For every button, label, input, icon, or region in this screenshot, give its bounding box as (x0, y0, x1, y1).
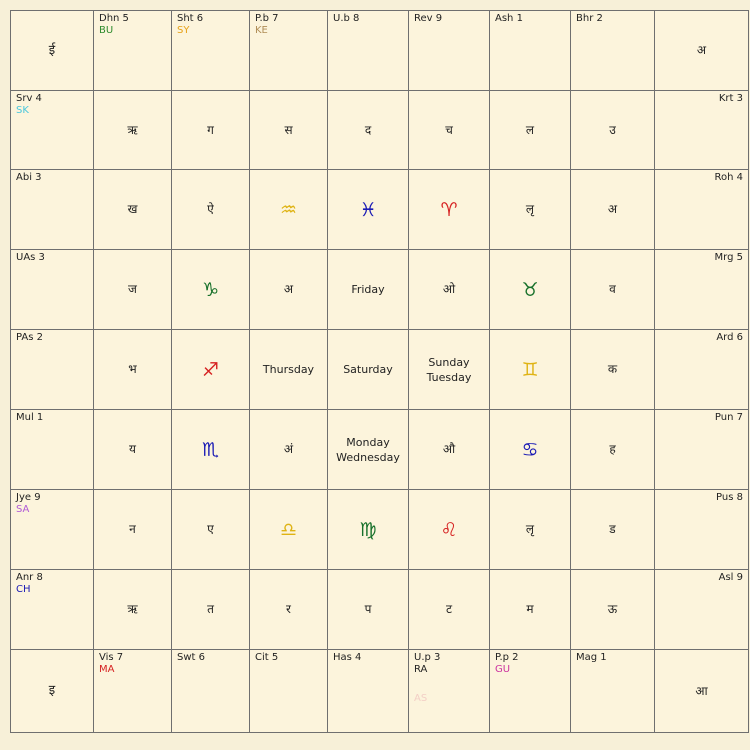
grid-cell[interactable] (328, 490, 409, 570)
table-row (11, 570, 749, 650)
cell-corner-sublabel: SY (177, 25, 190, 36)
grid-cell[interactable] (94, 170, 172, 250)
grid-cell[interactable] (250, 250, 328, 330)
cell-content: आ (695, 683, 708, 698)
grid-cell[interactable] (409, 170, 490, 250)
grid-cell[interactable] (94, 330, 172, 410)
cell-content: ♎ (279, 518, 298, 541)
grid-cell[interactable] (328, 410, 409, 490)
cell-corner-label: UAs 3 (16, 252, 45, 263)
grid-cell[interactable] (11, 250, 94, 330)
grid-cell[interactable] (250, 330, 328, 410)
grid-cell[interactable] (571, 650, 655, 733)
cell-content: अ (283, 282, 294, 296)
grid-cell[interactable] (571, 570, 655, 650)
cell-content: ♌ (440, 518, 458, 541)
cell-content: व (609, 282, 616, 296)
cell-corner-label: P.b 7 KE (255, 13, 279, 36)
grid-cell[interactable] (328, 11, 409, 91)
grid-cell[interactable] (409, 250, 490, 330)
cell-corner-label: Dhn 5 BU (99, 13, 129, 36)
cell-content: ♐ (201, 358, 220, 381)
cell-content: Sunday Tuesday (426, 355, 472, 384)
cell-content: य (129, 442, 136, 456)
cell-corner-label: Vis 7 MA (99, 652, 124, 675)
cell-content: अ (696, 43, 707, 57)
cell-corner-label: Has 4 (333, 652, 362, 663)
cell-corner-sublabel: BU (99, 25, 114, 36)
cell-corner-sublabel: MA (99, 664, 115, 675)
cell-content: ऐ (207, 202, 214, 216)
cell-content: क (607, 362, 618, 376)
cell-content: ए (207, 522, 214, 536)
cell-content: ♉ (521, 278, 539, 301)
table-row (11, 11, 749, 91)
grid-cell[interactable] (409, 490, 490, 570)
grid-cell[interactable] (490, 410, 571, 490)
cell-content: ट (445, 602, 453, 616)
cell-content: अ (607, 202, 618, 216)
grid-cell[interactable] (490, 250, 571, 330)
grid-cell[interactable] (172, 11, 250, 91)
grid-cell[interactable] (328, 330, 409, 410)
cell-content: ♓ (359, 198, 377, 221)
grid-cell[interactable] (94, 250, 172, 330)
cell-content: द (364, 122, 372, 137)
grid-cell[interactable] (172, 250, 250, 330)
cell-corner-label: Mrg 5 (714, 252, 743, 263)
grid-cell[interactable] (11, 650, 94, 733)
grid-cell[interactable] (94, 570, 172, 650)
grid-cell[interactable] (655, 91, 749, 170)
cell-content: Monday Wednesday (336, 435, 400, 464)
cell-content: ♈ (440, 198, 458, 221)
cell-corner-sublabel-2: AS (414, 693, 428, 704)
cell-corner-sublabel: CH (16, 584, 31, 595)
grid-cell[interactable] (328, 250, 409, 330)
cell-corner-label: Cit 5 (255, 652, 279, 663)
grid-cell[interactable] (250, 11, 328, 91)
grid-cell[interactable] (490, 11, 571, 91)
grid-cell[interactable] (11, 11, 94, 91)
grid-cell[interactable] (409, 410, 490, 490)
grid-cell[interactable] (250, 410, 328, 490)
cell-content: ओ (442, 282, 456, 296)
grid-cell[interactable] (328, 570, 409, 650)
grid-cell[interactable] (490, 91, 571, 170)
cell-corner-sublabel: RA (414, 664, 428, 675)
grid-cell[interactable] (11, 170, 94, 250)
cell-corner-label: Pun 7 (714, 412, 743, 423)
cell-content: च (445, 122, 453, 137)
cell-content: स (284, 122, 293, 137)
table-row (11, 170, 749, 250)
cell-corner-sublabel: KE (255, 25, 268, 36)
grid-cell[interactable] (490, 170, 571, 250)
grid-cell[interactable] (571, 170, 655, 250)
grid-cell[interactable] (172, 170, 250, 250)
cell-corner-label: Roh 4 (714, 172, 743, 183)
cell-corner-label: Ash 1 (495, 13, 523, 24)
cell-corner-sublabel: SK (16, 105, 29, 116)
cell-corner-label: Abi 3 (16, 172, 42, 183)
cell-corner-label: Mag 1 (576, 652, 607, 663)
cell-content: Friday (351, 282, 385, 296)
grid-cell[interactable] (94, 650, 172, 733)
cell-content: प (364, 602, 372, 616)
grid-cell[interactable] (571, 410, 655, 490)
cell-corner-label: Krt 3 (718, 93, 743, 104)
grid-cell[interactable] (172, 650, 250, 733)
grid-cell[interactable] (571, 490, 655, 570)
grid-cell[interactable] (11, 410, 94, 490)
grid-cell[interactable] (655, 570, 749, 650)
cell-corner-label: Anr 8 CH (16, 572, 43, 595)
cell-corner-label: Bhr 2 (576, 13, 603, 24)
grid-cell[interactable] (11, 490, 94, 570)
cell-content: उ (609, 122, 616, 137)
grid-cell[interactable] (490, 490, 571, 570)
table-row (11, 650, 749, 733)
chart-table-body (11, 11, 749, 733)
cell-content: ऋ (127, 602, 138, 616)
cell-corner-label: Jye 9 SA (16, 492, 41, 515)
grid-cell[interactable] (409, 91, 490, 170)
cell-corner-label: Srv 4 SK (16, 93, 42, 116)
cell-content: ♑ (201, 278, 220, 301)
grid-cell[interactable] (490, 650, 571, 733)
grid-cell[interactable] (571, 11, 655, 91)
cell-corner-label: Pus 8 (716, 492, 743, 503)
cell-content: अं (283, 442, 294, 456)
table-row (11, 250, 749, 330)
grid-cell[interactable] (655, 650, 749, 733)
cell-corner-sublabel: SA (16, 504, 30, 515)
grid-cell[interactable] (11, 91, 94, 170)
grid-cell[interactable] (655, 490, 749, 570)
cell-content: ♋ (521, 438, 539, 461)
grid-cell[interactable] (250, 650, 328, 733)
cell-corner-label: U.p 3 RA AS (414, 652, 441, 704)
cell-content: ♍ (359, 518, 377, 541)
grid-cell[interactable] (11, 330, 94, 410)
cell-content: ख (127, 202, 138, 216)
grid-cell[interactable] (172, 490, 250, 570)
cell-content: त (207, 602, 214, 616)
grid-cell[interactable] (409, 650, 490, 733)
grid-cell[interactable] (250, 170, 328, 250)
cell-content: ड (609, 522, 616, 536)
cell-content: ज (128, 282, 137, 296)
cell-content: भ (128, 362, 137, 376)
cell-content: ऊ (607, 602, 618, 616)
cell-content: लृ (525, 202, 535, 216)
grid-cell[interactable] (490, 570, 571, 650)
table-row (11, 410, 749, 490)
cell-corner-label: Rev 9 (414, 13, 443, 24)
cell-content: ग (207, 122, 214, 137)
grid-cell[interactable] (172, 91, 250, 170)
cell-corner-label: P.p 2 GU (495, 652, 519, 675)
grid-cell[interactable] (409, 570, 490, 650)
cell-corner-label: U.b 8 (333, 13, 360, 24)
grid-cell[interactable] (94, 91, 172, 170)
grid-cell[interactable] (655, 11, 749, 91)
grid-cell[interactable] (94, 410, 172, 490)
grid-cell[interactable] (571, 250, 655, 330)
cell-corner-label: Sht 6 SY (177, 13, 204, 36)
grid-cell[interactable] (328, 170, 409, 250)
cell-content: ऋ (127, 122, 138, 137)
grid-cell[interactable] (655, 250, 749, 330)
chart-table (10, 10, 749, 733)
grid-cell[interactable] (172, 330, 250, 410)
grid-cell[interactable] (250, 91, 328, 170)
grid-cell[interactable] (409, 330, 490, 410)
cell-content: औ (442, 442, 456, 456)
cell-corner-label: Ard 6 (716, 332, 743, 343)
grid-cell[interactable] (409, 11, 490, 91)
cell-content: म (526, 602, 534, 616)
grid-cell[interactable] (655, 330, 749, 410)
cell-content: ♊ (521, 358, 539, 381)
grid-cell[interactable] (94, 490, 172, 570)
grid-cell[interactable] (571, 91, 655, 170)
grid-cell[interactable] (571, 330, 655, 410)
cell-corner-label: Asl 9 (718, 572, 743, 583)
grid-cell[interactable] (328, 650, 409, 733)
grid-cell[interactable] (250, 490, 328, 570)
cell-content: र (286, 602, 291, 616)
cell-content: ल (525, 122, 535, 137)
grid-cell[interactable] (655, 410, 749, 490)
grid-cell[interactable] (11, 570, 94, 650)
grid-cell[interactable] (655, 170, 749, 250)
cell-content: Thursday (262, 362, 315, 376)
grid-cell[interactable] (172, 410, 250, 490)
grid-cell[interactable] (490, 330, 571, 410)
cell-content: इ (48, 683, 56, 698)
cell-content: ♒ (279, 198, 298, 221)
cell-corner-label: PAs 2 (16, 332, 43, 343)
cell-corner-label: Mul 1 (16, 412, 44, 423)
cell-content: ♏ (201, 438, 220, 461)
cell-corner-sublabel: GU (495, 664, 511, 675)
grid-cell[interactable] (94, 11, 172, 91)
cell-content: Saturday (343, 362, 393, 376)
table-row (11, 490, 749, 570)
table-row (11, 330, 749, 410)
grid-cell[interactable] (328, 91, 409, 170)
table-row (11, 91, 749, 170)
grid-cell[interactable] (172, 570, 250, 650)
cell-corner-label: Swt 6 (177, 652, 205, 663)
grid-cell[interactable] (250, 570, 328, 650)
cell-content: ह (609, 442, 616, 456)
cell-content: न (129, 522, 136, 536)
cell-content: ई (48, 42, 56, 58)
cell-content: लृ (525, 522, 535, 536)
